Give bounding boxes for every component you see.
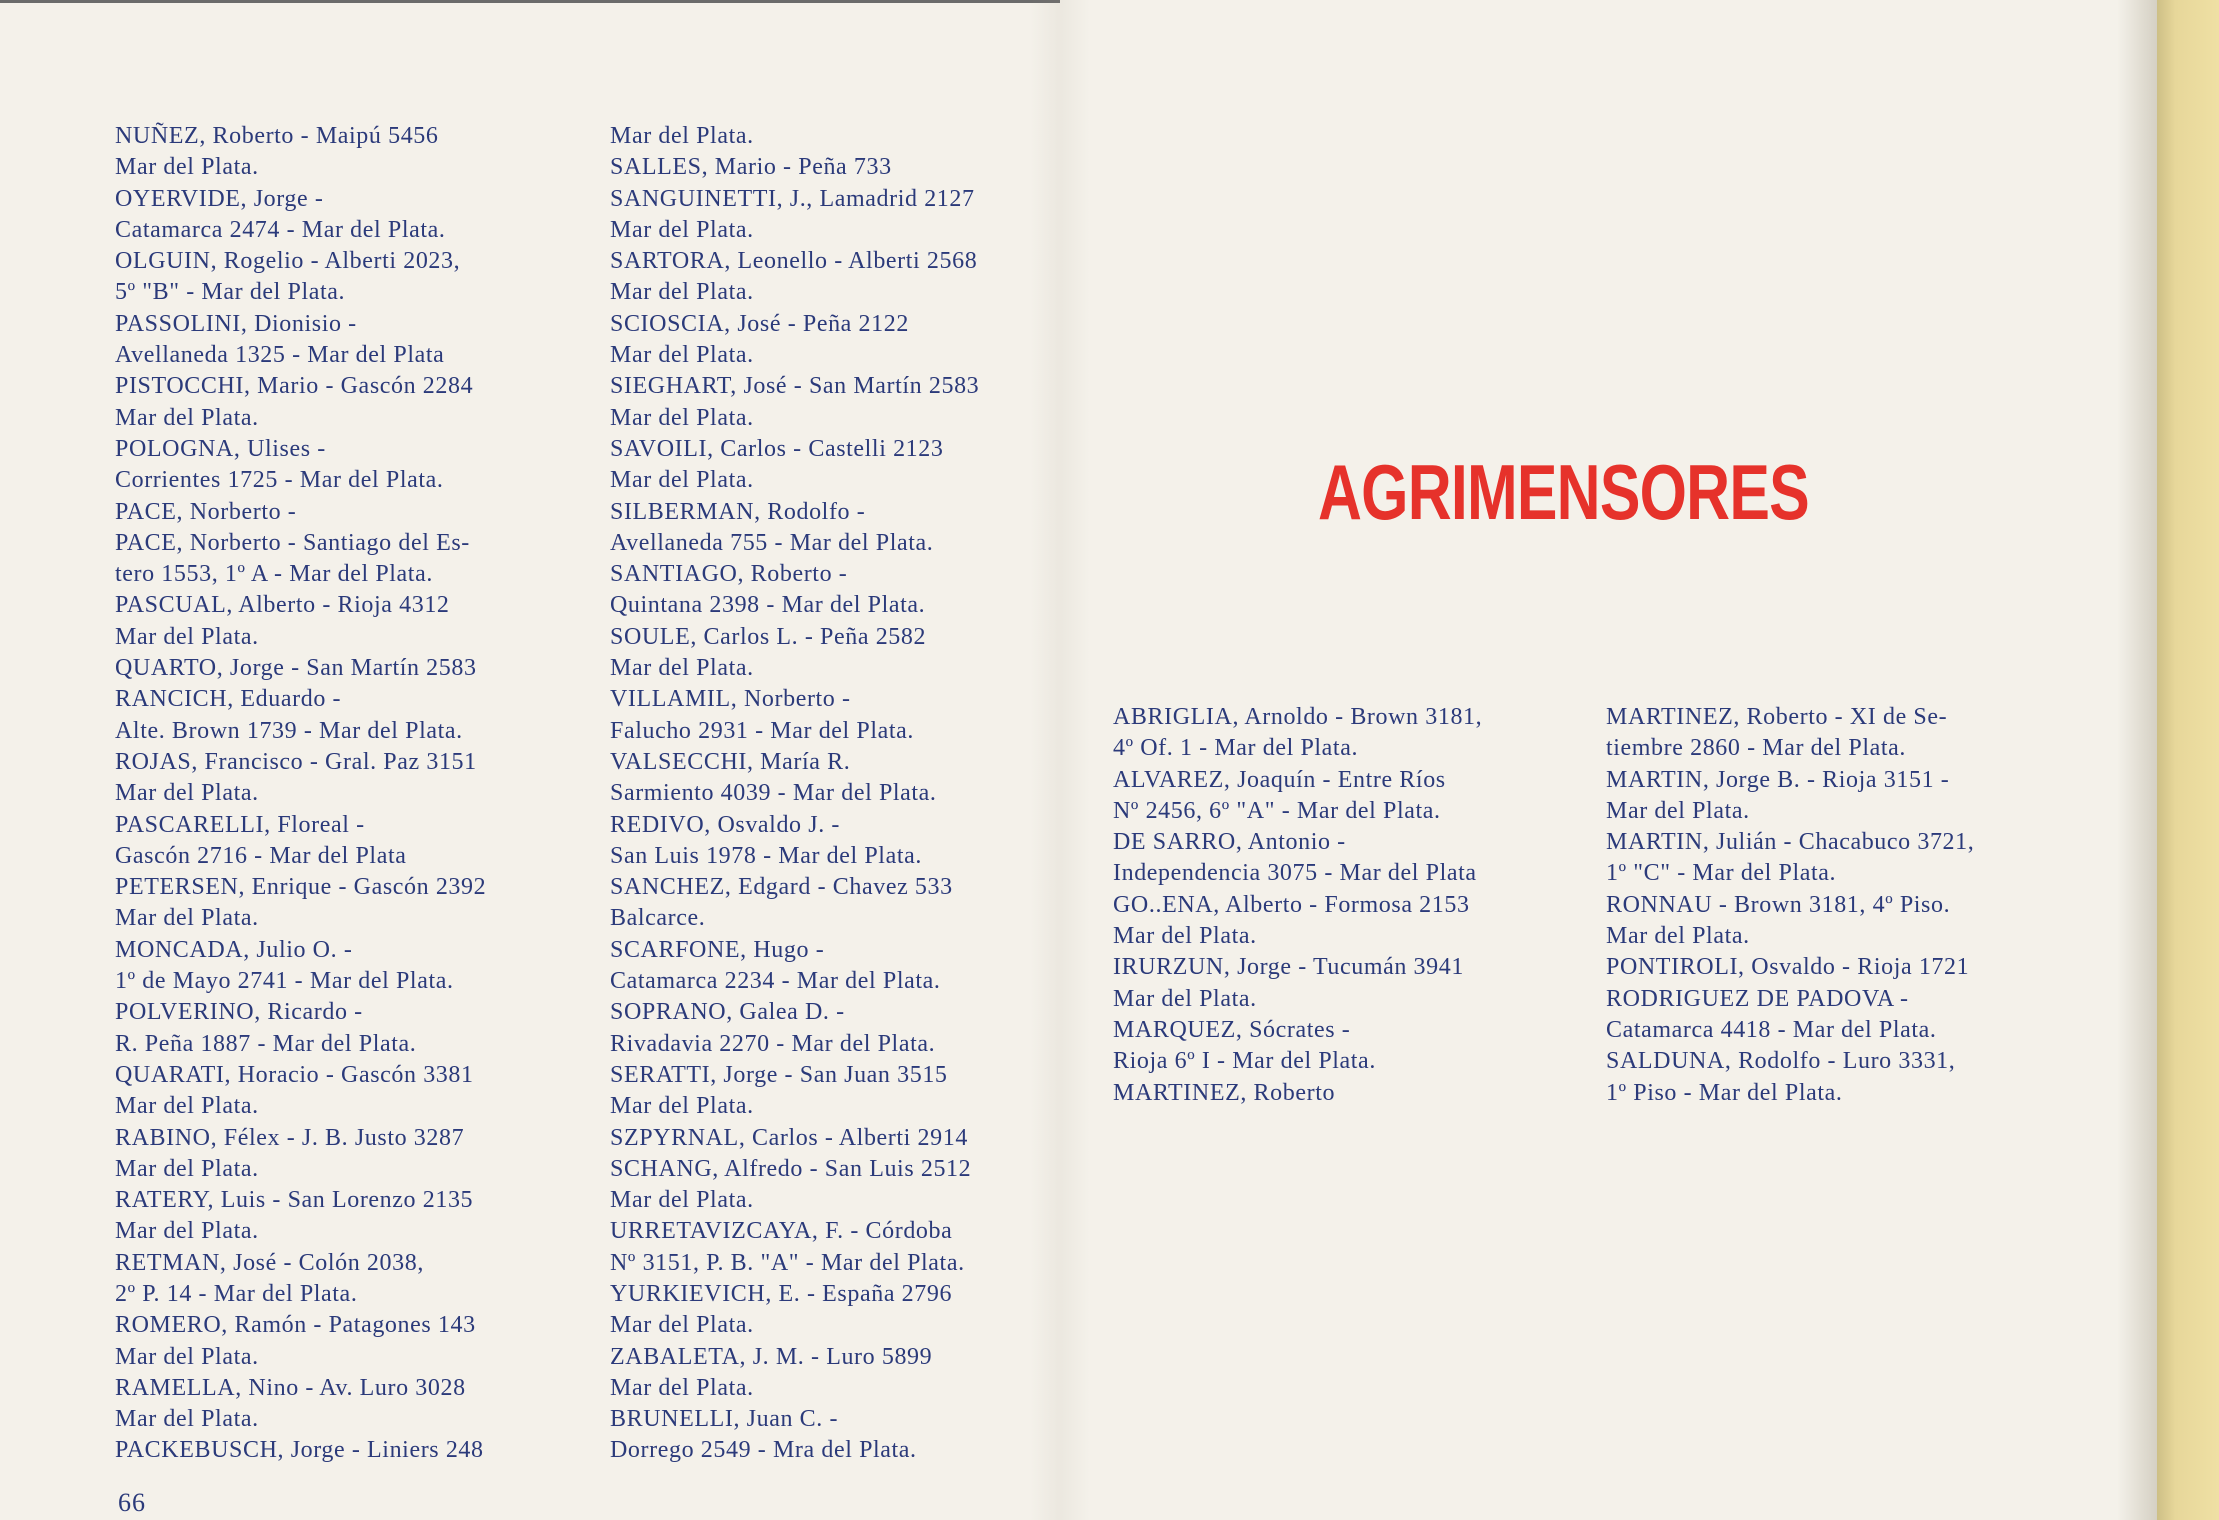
directory-line: Mar del Plata. <box>115 404 259 431</box>
directory-line: RONNAU - Brown 3181, 4º Piso. <box>1606 891 1951 918</box>
directory-line: Mar del Plata. <box>610 1093 754 1120</box>
directory-line: Mar del Plata. <box>610 216 754 243</box>
directory-line: Mar del Plata. <box>115 154 259 181</box>
directory-line: SCARFONE, Hugo - <box>610 936 825 963</box>
directory-line: tero 1553, 1º A - Mar del Plata. <box>115 561 433 588</box>
directory-line: SALDUNA, Rodolfo - Luro 3331, <box>1606 1048 1956 1075</box>
directory-line: MARTIN, Jorge B. - Rioja 3151 - <box>1606 766 1950 793</box>
directory-line: SZPYRNAL, Carlos - Alberti 2914 <box>610 1124 968 1151</box>
directory-line: Gascón 2716 - Mar del Plata <box>115 842 407 869</box>
directory-line: Mar del Plata. <box>115 623 259 650</box>
directory-line: RABINO, Félex - J. B. Justo 3287 <box>115 1124 465 1151</box>
directory-column-1 <box>115 121 575 1467</box>
directory-line: Mar del Plata. <box>115 780 259 807</box>
directory-line: Mar del Plata. <box>610 1374 754 1401</box>
directory-line: YURKIEVICH, E. - España 2796 <box>610 1280 953 1307</box>
directory-line: PASCUAL, Alberto - Rioja 4312 <box>115 592 450 619</box>
directory-line: MARTINEZ, Roberto <box>1113 1079 1336 1106</box>
directory-line: SANCHEZ, Edgard - Chavez 533 <box>610 874 953 901</box>
directory-line: RATERY, Luis - San Lorenzo 2135 <box>115 1187 474 1214</box>
directory-line: Mar del Plata. <box>115 1218 259 1245</box>
directory-line: RAMELLA, Nino - Av. Luro 3028 <box>115 1374 466 1401</box>
directory-line: Mar del Plata. <box>115 1406 259 1433</box>
top-rule <box>0 0 1060 3</box>
directory-line: Mar del Plata. <box>1606 797 1750 824</box>
directory-line: PASCARELLI, Floreal - <box>115 811 365 838</box>
directory-line: 1º de Mayo 2741 - Mar del Plata. <box>115 968 454 995</box>
directory-line: Balcarce. <box>610 905 706 932</box>
directory-line: PISTOCCHI, Mario - Gascón 2284 <box>115 373 474 400</box>
directory-line: NUÑEZ, Roberto - Maipú 5456 <box>115 123 439 149</box>
directory-line: OYERVIDE, Jorge - <box>115 185 324 212</box>
directory-line: MARTIN, Julián - Chacabuco 3721, <box>1606 829 1975 856</box>
directory-line: 2º P. 14 - Mar del Plata. <box>115 1280 358 1307</box>
directory-line: SALLES, Mario - Peña 733 <box>610 154 892 181</box>
directory-line: BRUNELLI, Juan C. - <box>610 1406 839 1433</box>
directory-line: SANTIAGO, Roberto - <box>610 561 848 588</box>
directory-line: POLOGNA, Ulises - <box>115 435 326 462</box>
directory-line: ROJAS, Francisco - Gral. Paz 3151 <box>115 748 477 775</box>
directory-line: POLVERINO, Ricardo - <box>115 999 363 1026</box>
directory-line: Mar del Plata. <box>115 1093 259 1120</box>
directory-line: Mar del Plata. <box>610 123 754 149</box>
directory-line: 1º "C" - Mar del Plata. <box>1606 860 1837 887</box>
directory-line: ABRIGLIA, Arnoldo - Brown 3181, <box>1113 704 1483 730</box>
directory-column-4 <box>1606 702 2076 1109</box>
directory-line: PACE, Norberto - <box>115 498 297 525</box>
directory-line: MONCADA, Julio O. - <box>115 936 353 963</box>
directory-line: Avellaneda 755 - Mar del Plata. <box>610 529 934 556</box>
directory-line: ZABALETA, J. M. - Luro 5899 <box>610 1343 933 1370</box>
directory-column-3 <box>1113 702 1583 1109</box>
directory-line: Nº 3151, P. B. "A" - Mar del Plata. <box>610 1249 965 1276</box>
directory-line: PETERSEN, Enrique - Gascón 2392 <box>115 874 487 901</box>
directory-line: Mar del Plata. <box>610 467 754 494</box>
directory-line: San Luis 1978 - Mar del Plata. <box>610 842 922 869</box>
directory-line: Independencia 3075 - Mar del Plata <box>1113 860 1477 887</box>
directory-line: PASSOLINI, Dionisio - <box>115 310 357 337</box>
directory-line: Catamarca 2474 - Mar del Plata. <box>115 216 446 243</box>
directory-line: Dorrego 2549 - Mra del Plata. <box>610 1437 917 1464</box>
directory-line: SIEGHART, José - San Martín 2583 <box>610 373 980 400</box>
directory-line: GO..ENA, Alberto - Formosa 2153 <box>1113 891 1470 918</box>
directory-line: Mar del Plata. <box>610 1312 754 1339</box>
directory-line: SANGUINETTI, J., Lamadrid 2127 <box>610 185 975 212</box>
directory-line: Mar del Plata. <box>115 1343 259 1370</box>
page-number: 66 <box>118 1488 146 1517</box>
directory-line: Sarmiento 4039 - Mar del Plata. <box>610 780 937 807</box>
directory-line: 1º Piso - Mar del Plata. <box>1606 1079 1843 1106</box>
directory-line: Mar del Plata. <box>610 655 754 682</box>
directory-line: R. Peña 1887 - Mar del Plata. <box>115 1030 417 1057</box>
directory-line: Rioja 6º I - Mar del Plata. <box>1113 1048 1376 1075</box>
directory-line: SOPRANO, Galea D. - <box>610 999 845 1026</box>
directory-line: SAVOILI, Carlos - Castelli 2123 <box>610 435 944 462</box>
directory-column-2 <box>610 121 1080 1467</box>
directory-line: URRETAVIZCAYA, F. - Córdoba <box>610 1218 953 1245</box>
directory-line: DE SARRO, Antonio - <box>1113 829 1346 856</box>
directory-line: Catamarca 2234 - Mar del Plata. <box>610 968 941 995</box>
directory-line: MARQUEZ, Sócrates - <box>1113 1016 1351 1043</box>
directory-line: 5º "B" - Mar del Plata. <box>115 279 346 306</box>
directory-line: SCIOSCIA, José - Peña 2122 <box>610 310 909 337</box>
directory-line: Mar del Plata. <box>1606 923 1750 950</box>
directory-line: tiembre 2860 - Mar del Plata. <box>1606 735 1906 762</box>
directory-line: ALVAREZ, Joaquín - Entre Ríos <box>1113 766 1446 793</box>
section-title: AGRIMENSORES <box>1318 448 1809 536</box>
directory-line: Mar del Plata. <box>115 1155 259 1182</box>
directory-line: Avellaneda 1325 - Mar del Plata <box>115 342 445 369</box>
directory-line: Mar del Plata. <box>610 1187 754 1214</box>
directory-line: Catamarca 4418 - Mar del Plata. <box>1606 1016 1937 1043</box>
directory-line: VILLAMIL, Norberto - <box>610 686 851 713</box>
directory-line: RODRIGUEZ DE PADOVA - <box>1606 985 1909 1012</box>
directory-line: Falucho 2931 - Mar del Plata. <box>610 717 915 744</box>
directory-line: 4º Of. 1 - Mar del Plata. <box>1113 735 1359 762</box>
directory-line: Quintana 2398 - Mar del Plata. <box>610 592 926 619</box>
directory-line: Alte. Brown 1739 - Mar del Plata. <box>115 717 463 744</box>
directory-line: RANCICH, Eduardo - <box>115 686 342 713</box>
page-edge <box>2157 0 2219 1520</box>
directory-line: Mar del Plata. <box>610 404 754 431</box>
page-edge-shadow <box>2117 0 2157 1520</box>
directory-line: SOULE, Carlos L. - Peña 2582 <box>610 623 927 650</box>
directory-line: SARTORA, Leonello - Alberti 2568 <box>610 248 978 275</box>
directory-line: Mar del Plata. <box>1113 923 1257 950</box>
directory-line: SILBERMAN, Rodolfo - <box>610 498 866 525</box>
directory-line: Mar del Plata. <box>1113 985 1257 1012</box>
directory-line: IRURZUN, Jorge - Tucumán 3941 <box>1113 954 1464 981</box>
directory-line: SERATTI, Jorge - San Juan 3515 <box>610 1061 948 1088</box>
directory-line: Corrientes 1725 - Mar del Plata. <box>115 467 444 494</box>
directory-line: PACE, Norberto - Santiago del Es- <box>115 529 470 556</box>
directory-line: SCHANG, Alfredo - San Luis 2512 <box>610 1155 972 1182</box>
directory-line: QUARTO, Jorge - San Martín 2583 <box>115 655 477 682</box>
directory-line: QUARATI, Horacio - Gascón 3381 <box>115 1061 474 1088</box>
directory-line: Mar del Plata. <box>610 279 754 306</box>
directory-line: ROMERO, Ramón - Patagones 143 <box>115 1312 476 1339</box>
directory-line: MARTINEZ, Roberto - XI de Se- <box>1606 704 1948 730</box>
directory-line: VALSECCHI, María R. <box>610 748 851 775</box>
directory-line: Rivadavia 2270 - Mar del Plata. <box>610 1030 936 1057</box>
directory-line: OLGUIN, Rogelio - Alberti 2023, <box>115 248 461 275</box>
directory-line: Mar del Plata. <box>610 342 754 369</box>
directory-line: Mar del Plata. <box>115 905 259 932</box>
directory-line: PONTIROLI, Osvaldo - Rioja 1721 <box>1606 954 1970 981</box>
directory-line: Nº 2456, 6º "A" - Mar del Plata. <box>1113 797 1441 824</box>
directory-line: REDIVO, Osvaldo J. - <box>610 811 840 838</box>
directory-line: PACKEBUSCH, Jorge - Liniers 248 <box>115 1437 484 1464</box>
directory-line: RETMAN, José - Colón 2038, <box>115 1249 424 1276</box>
